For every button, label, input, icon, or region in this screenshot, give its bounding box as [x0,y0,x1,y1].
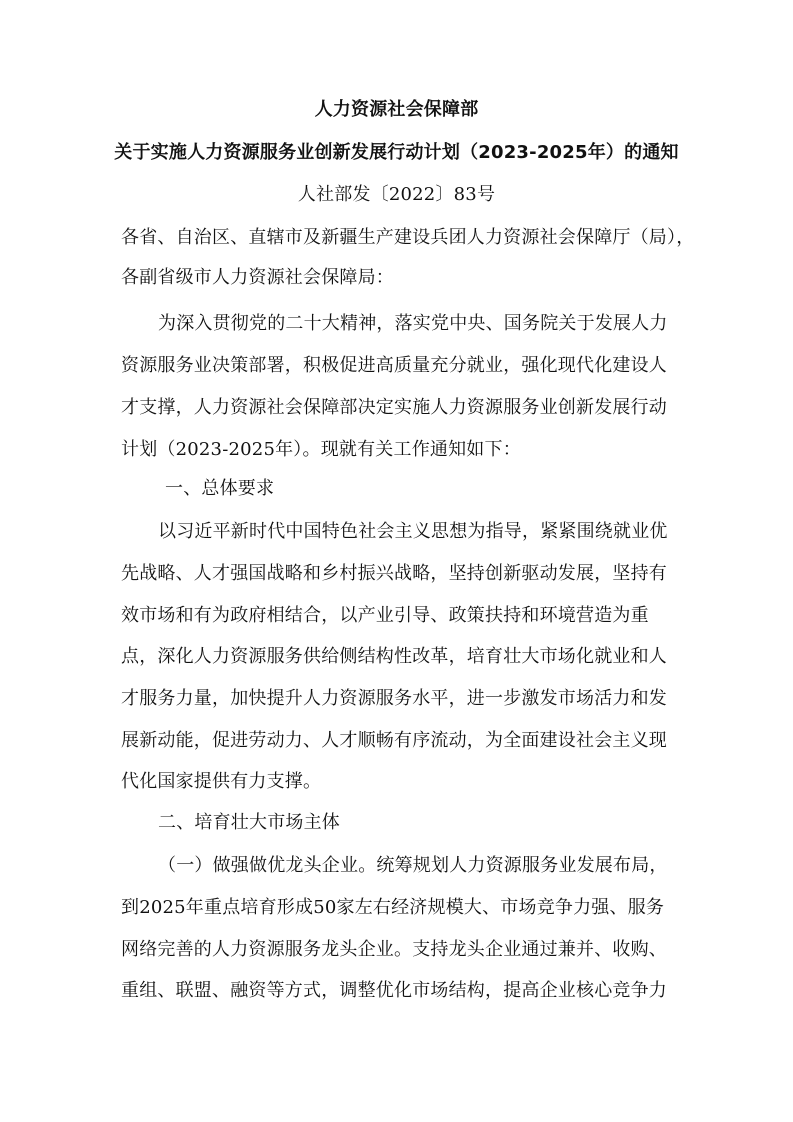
section-1-body-line: 代化国家提供有力支撑。 [121,771,322,792]
addressee-line-1: 各省、自治区、直辖市及新疆生产建设兵团人力资源社会保障厅（局）， [121,227,695,248]
document-title-line-2: 关于实施人力资源服务业创新发展行动计划（2023-2025年）的通知 [114,142,679,163]
section-1-body-line: 效市场和有为政府相结合，以产业引导、政策扶持和环境营造为重 [121,605,649,626]
section-1-body-line: 才服务力量，加快提升人力资源服务水平，进一步激发市场活力和发 [121,688,667,709]
section-1-body-line: 点，深化人力资源服务供给侧结构性改革，培育壮大市场化就业和人 [121,646,667,667]
section-1-heading: 一、总体要求 [165,478,275,499]
section-2-body-line: 网络完善的人力资源服务龙头企业。支持龙头企业通过兼并、收购、 [121,939,667,960]
section-1-body-line: 以习近平新时代中国特色社会主义思想为指导，紧紧围绕就业优 [158,521,668,542]
document-number: 人社部发〔2022〕83号 [297,184,496,205]
section-2-heading: 二、培育壮大市场主体 [158,812,340,833]
section-2-body-line: （一）做强做优龙头企业。统筹规划人力资源服务业发展布局， [158,855,668,876]
intro-paragraph-line: 才支撑，人力资源社会保障部决定实施人力资源服务业创新发展行动 [121,397,667,418]
section-1-body-line: 展新动能，促进劳动力、人才顺畅有序流动，为全面建设社会主义现 [121,730,667,751]
intro-paragraph-line: 为深入贯彻党的二十大精神，落实党中央、国务院关于发展人力 [158,313,668,334]
section-2-body-line: 到2025年重点培育形成50家左右经济规模大、市场竞争力强、服务 [121,897,665,918]
intro-paragraph-line: 计划（2023-2025年）。现就有关工作通知如下： [121,439,521,460]
section-1-body-line: 先战略、人才强国战略和乡村振兴战略，坚持创新驱动发展，坚持有 [121,563,667,584]
document-title-line-1: 人力资源社会保障部 [314,99,479,120]
section-2-body-line: 重组、联盟、融资等方式，调整优化市场结构，提高企业核心竞争力 [121,980,667,1001]
intro-paragraph-line: 资源服务业决策部署，积极促进高质量充分就业，强化现代化建设人 [121,355,667,376]
addressee-line-2: 各副省级市人力资源社会保障局： [121,267,394,288]
